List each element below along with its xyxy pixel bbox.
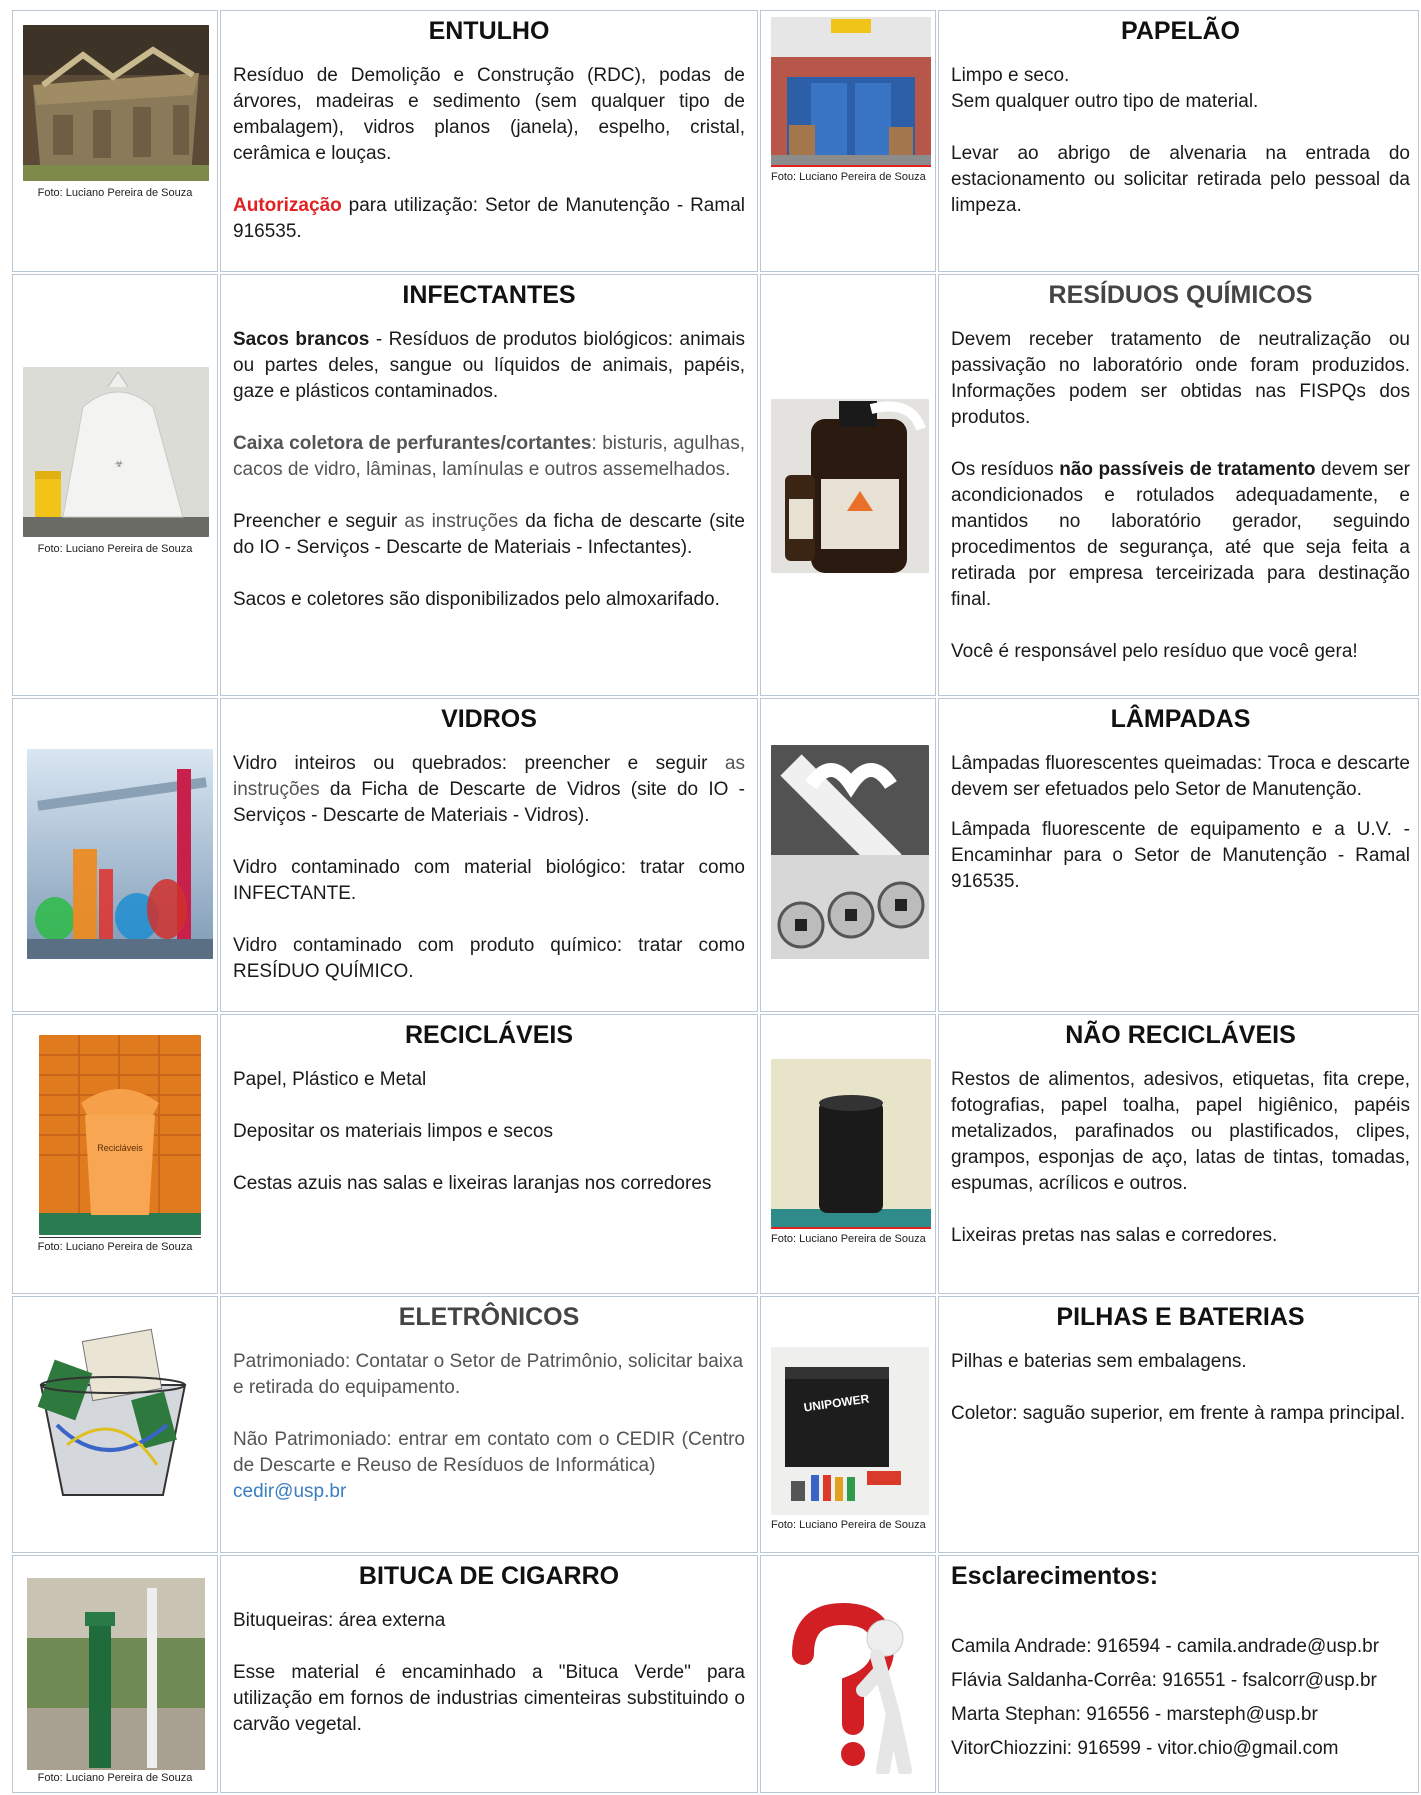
bituca-title: BITUCA DE CIGARRO [358,1562,620,1590]
vidros-biologico: Vidro contaminado com material biológico: tratar como INFECTANTE. [233,857,745,904]
waste-guide-table [10,8,1421,1795]
red-underline [771,165,931,167]
pilhas-photo-cell [760,1296,936,1553]
row-vidros-lampadas [12,698,1419,1012]
pilhas-sem-embalagens: Pilhas e baterias sem embalagens. [951,1351,1247,1372]
black-underline [39,1237,201,1238]
sacos-brancos-label: Sacos brancos [233,329,370,350]
entulho-title: ENTULHO [428,17,550,45]
photo-credit: Foto: Luciano Pereira de Souza [771,1233,926,1245]
bituca-text-cell [220,1555,758,1793]
row-bituca-esclarecimentos [12,1555,1419,1793]
vidros-inteiros [233,751,745,829]
infectantes-text-cell [220,274,758,696]
photo-credit: Foto: Luciano Pereira de Souza [37,1241,193,1253]
pilhas-text-cell [938,1296,1419,1553]
vidros-inteiros-c: da Ficha de Descarte de Vidros (site do IO - Serviços - Descarte de Materiais - Vidros). [233,779,745,826]
papelao-line1: Limpo e seco. [951,65,1070,86]
photo-credit: Foto: Luciano Pereira de Souza [37,1772,193,1784]
lampadas-text-cell [938,698,1419,1012]
lampadas-photo [771,745,929,959]
nao-reciclaveis-text-cell [938,1014,1419,1294]
infectantes-instrucoes [233,509,745,561]
esclarecimentos-title: Esclarecimentos: [951,1562,1159,1590]
photo-credit: Foto: Luciano Pereira de Souza [37,543,193,555]
entulho-text-cell [220,10,758,272]
eletronicos-title: ELETRÔNICOS [398,1303,580,1331]
vidros-instrucoes-link[interactable]: as instruções [233,753,745,800]
nao-passiveis-c: devem ser acondicionados e rotulados adequadamente, e mantidos no laboratório gerador, seguindo procedimentos de segurança, até que seja feita a retirada por empresa terceirizada para destinação final. [951,459,1410,610]
pilhas-photo [771,1347,929,1515]
quimicos-nao-passiveis [951,457,1410,613]
lampadas-title: LÂMPADAS [1110,705,1251,733]
quimicos-title: RESÍDUOS QUÍMICOS [1048,281,1313,309]
reciclaveis-title: RECICLÁVEIS [404,1021,574,1049]
nao-reciclaveis-lista: Restos de alimentos, adesivos, etiquetas, fita crepe, fotografias, papel toalha, papel higiênico, papéis metalizados, parafinados ou plastificados, clipes, grampos, esponjas de aço, latas de tintas, tomadas, espumas, acrílicos e outros. [951,1069,1410,1194]
contact-flavia: Flávia Saldanha-Corrêa: 916551 - fsalcorr@usp.br [951,1670,1377,1691]
svg-text:☣: ☣ [114,459,124,470]
pilhas-title: PILHAS E BATERIAS [1056,1303,1305,1331]
vidros-quimico: Vidro contaminado com produto químico: tratar como RESÍDUO QUÍMICO. [233,935,745,982]
quimicos-photo [771,399,929,573]
vidros-inteiros-a: Vidro inteiros ou quebrados: preencher e seguir [233,753,725,774]
vidros-text-cell [220,698,758,1012]
entulho-photo [23,25,209,181]
vidros-photo-cell [12,698,218,1012]
authorization-label: Autorização [233,195,342,216]
eletronicos-nao-patrimoniado: Não Patrimoniado: entrar em contato com o CEDIR (Centro de Descarte e Reuso de Resíduos de Informática) [233,1429,745,1476]
papelao-line3: Levar ao abrigo de alvenaria na entrada do estacionamento ou solicitar retirada pelo pessoal da limpeza. [951,143,1410,216]
esclarecimentos-text-cell [938,1555,1419,1793]
contact-vitor: VitorChiozzini: 916599 - vitor.chio@gmail.com [951,1738,1339,1759]
photo-credit: Foto: Luciano Pereira de Souza [771,171,926,183]
photo-credit: Foto: Luciano Pereira de Souza [771,1519,926,1531]
infectantes-caixa [233,431,745,483]
nao-reciclaveis-title: NÃO RECICLÁVEIS [1065,1021,1296,1049]
quimicos-responsavel: Você é responsável pelo resíduo que você gera! [951,641,1358,662]
battery-brand-label: UNIPOWER [802,1391,871,1415]
bituca-area-externa: Bituqueiras: área externa [233,1610,446,1631]
quimicos-photo-cell [760,274,936,696]
esclarecimentos-photo-cell [760,1555,936,1793]
papelao-title: PAPELÃO [1121,17,1240,45]
sacos-brancos-text: - Resíduos de produtos biológicos: animais ou partes deles, sangue ou líquidos de animais, papéis, gaze e plásticos contaminados. [233,329,746,402]
papelao-photo [771,17,931,165]
infectantes-photo-cell [12,274,218,696]
eletronicos-patrimoniado: Patrimoniado: Contatar o Setor de Patrimônio, solicitar baixa e retirada do equipamento. [233,1351,744,1398]
entulho-photo-cell [12,10,218,272]
nao-reciclaveis-photo [771,1059,931,1227]
reciclaveis-limpos: Depositar os materiais limpos e secos [233,1121,553,1142]
contact-marta: Marta Stephan: 916556 - marsteph@usp.br [951,1704,1318,1725]
row-eletronicos-pilhas [12,1296,1419,1553]
caixa-coletora-label: Caixa coletora de perfurantes/cortantes [233,433,592,454]
caixa-coletora-text: : bisturis, agulhas, cacos de vidro, lâminas, lamínulas e outros assemelhados. [233,433,745,480]
photo-credit: Foto: Luciano Pereira de Souza [37,187,193,199]
vidros-title: VIDROS [441,705,537,733]
bituca-destino: Esse material é encaminhado a "Bituca Verde" para utilização em fornos de industrias cimenteiras substituindo o carvão vegetal. [233,1662,745,1735]
reciclaveis-photo-cell [12,1014,218,1294]
nao-passiveis-bold: não passíveis de tratamento [1059,459,1316,480]
quimicos-tratamento: Devem receber tratamento de neutralização ou passivação no laboratório onde foram produzidos. Informações podem ser obtidas nas FISPQs dos produtos. [951,329,1410,428]
instrucoes-a: Preencher e seguir [233,511,405,532]
contact-camila: Camila Andrade: 916594 - camila.andrade@usp.br [951,1636,1380,1657]
nao-reciclaveis-photo-cell [760,1014,936,1294]
lampadas-fluorescentes: Lâmpadas fluorescentes queimadas: Troca e descarte devem ser efetuados pelo Setor de Manutenção. [951,753,1410,800]
lampadas-equipamento: Lâmpada fluorescente de equipamento e a U.V. - Encaminhar para o Setor de Manutenção - Ramal 916535. [951,819,1410,892]
question-mark-figure [773,1594,929,1774]
instrucoes-link[interactable]: as instruções [404,511,519,532]
nao-passiveis-a: Os resíduos [951,459,1060,480]
reciclaveis-photo [39,1035,201,1235]
nao-reciclaveis-lixeiras: Lixeiras pretas nas salas e corredores. [951,1225,1278,1246]
row-infectantes-quimicos [12,274,1419,696]
eletronicos-text-cell [220,1296,758,1553]
infectantes-photo [23,367,209,537]
papelao-photo-cell [760,10,936,272]
papelao-text-cell [938,10,1419,272]
row-entulho-papelao [12,10,1419,272]
lampadas-photo-cell [760,698,936,1012]
quimicos-text-cell [938,274,1419,696]
infectantes-almoxarifado: Sacos e coletores são disponibilizados pelo almoxarifado. [233,589,720,610]
reciclaveis-text-cell [220,1014,758,1294]
vidros-photo [27,749,213,959]
bituca-photo [27,1578,205,1770]
pilhas-coletor: Coletor: saguão superior, em frente à rampa principal. [951,1403,1406,1424]
papelao-line2: Sem qualquer outro tipo de material. [951,91,1259,112]
infectantes-sacos [233,327,745,405]
reciclaveis-materiais: Papel, Plástico e Metal [233,1069,427,1090]
bituca-photo-cell [12,1555,218,1793]
cedir-email-link[interactable]: cedir@usp.br [233,1481,347,1502]
authorization-text: para utilização: Setor de Manutenção - Ramal 916535. [233,195,745,242]
eletronicos-photo [27,1325,199,1501]
reciclaveis-bin-label: Recicláveis [97,1143,143,1153]
reciclaveis-cestas: Cestas azuis nas salas e lixeiras laranjas nos corredores [233,1173,712,1194]
row-reciclaveis [12,1014,1419,1294]
infectantes-title: INFECTANTES [402,281,576,309]
entulho-authorization [233,193,745,245]
red-underline [771,1227,931,1229]
eletronicos-email-line [233,1479,745,1505]
instrucoes-c: da ficha de descarte (site do IO - Serviços - Descarte de Materiais - Infectantes). [233,511,745,558]
entulho-description: Resíduo de Demolição e Construção (RDC), podas de árvores, madeiras e sedimento (sem qualquer tipo de embalagem), vidros planos (janela), espelho, cristal, cerâmica e louças. [233,65,745,164]
eletronicos-photo-cell [12,1296,218,1553]
